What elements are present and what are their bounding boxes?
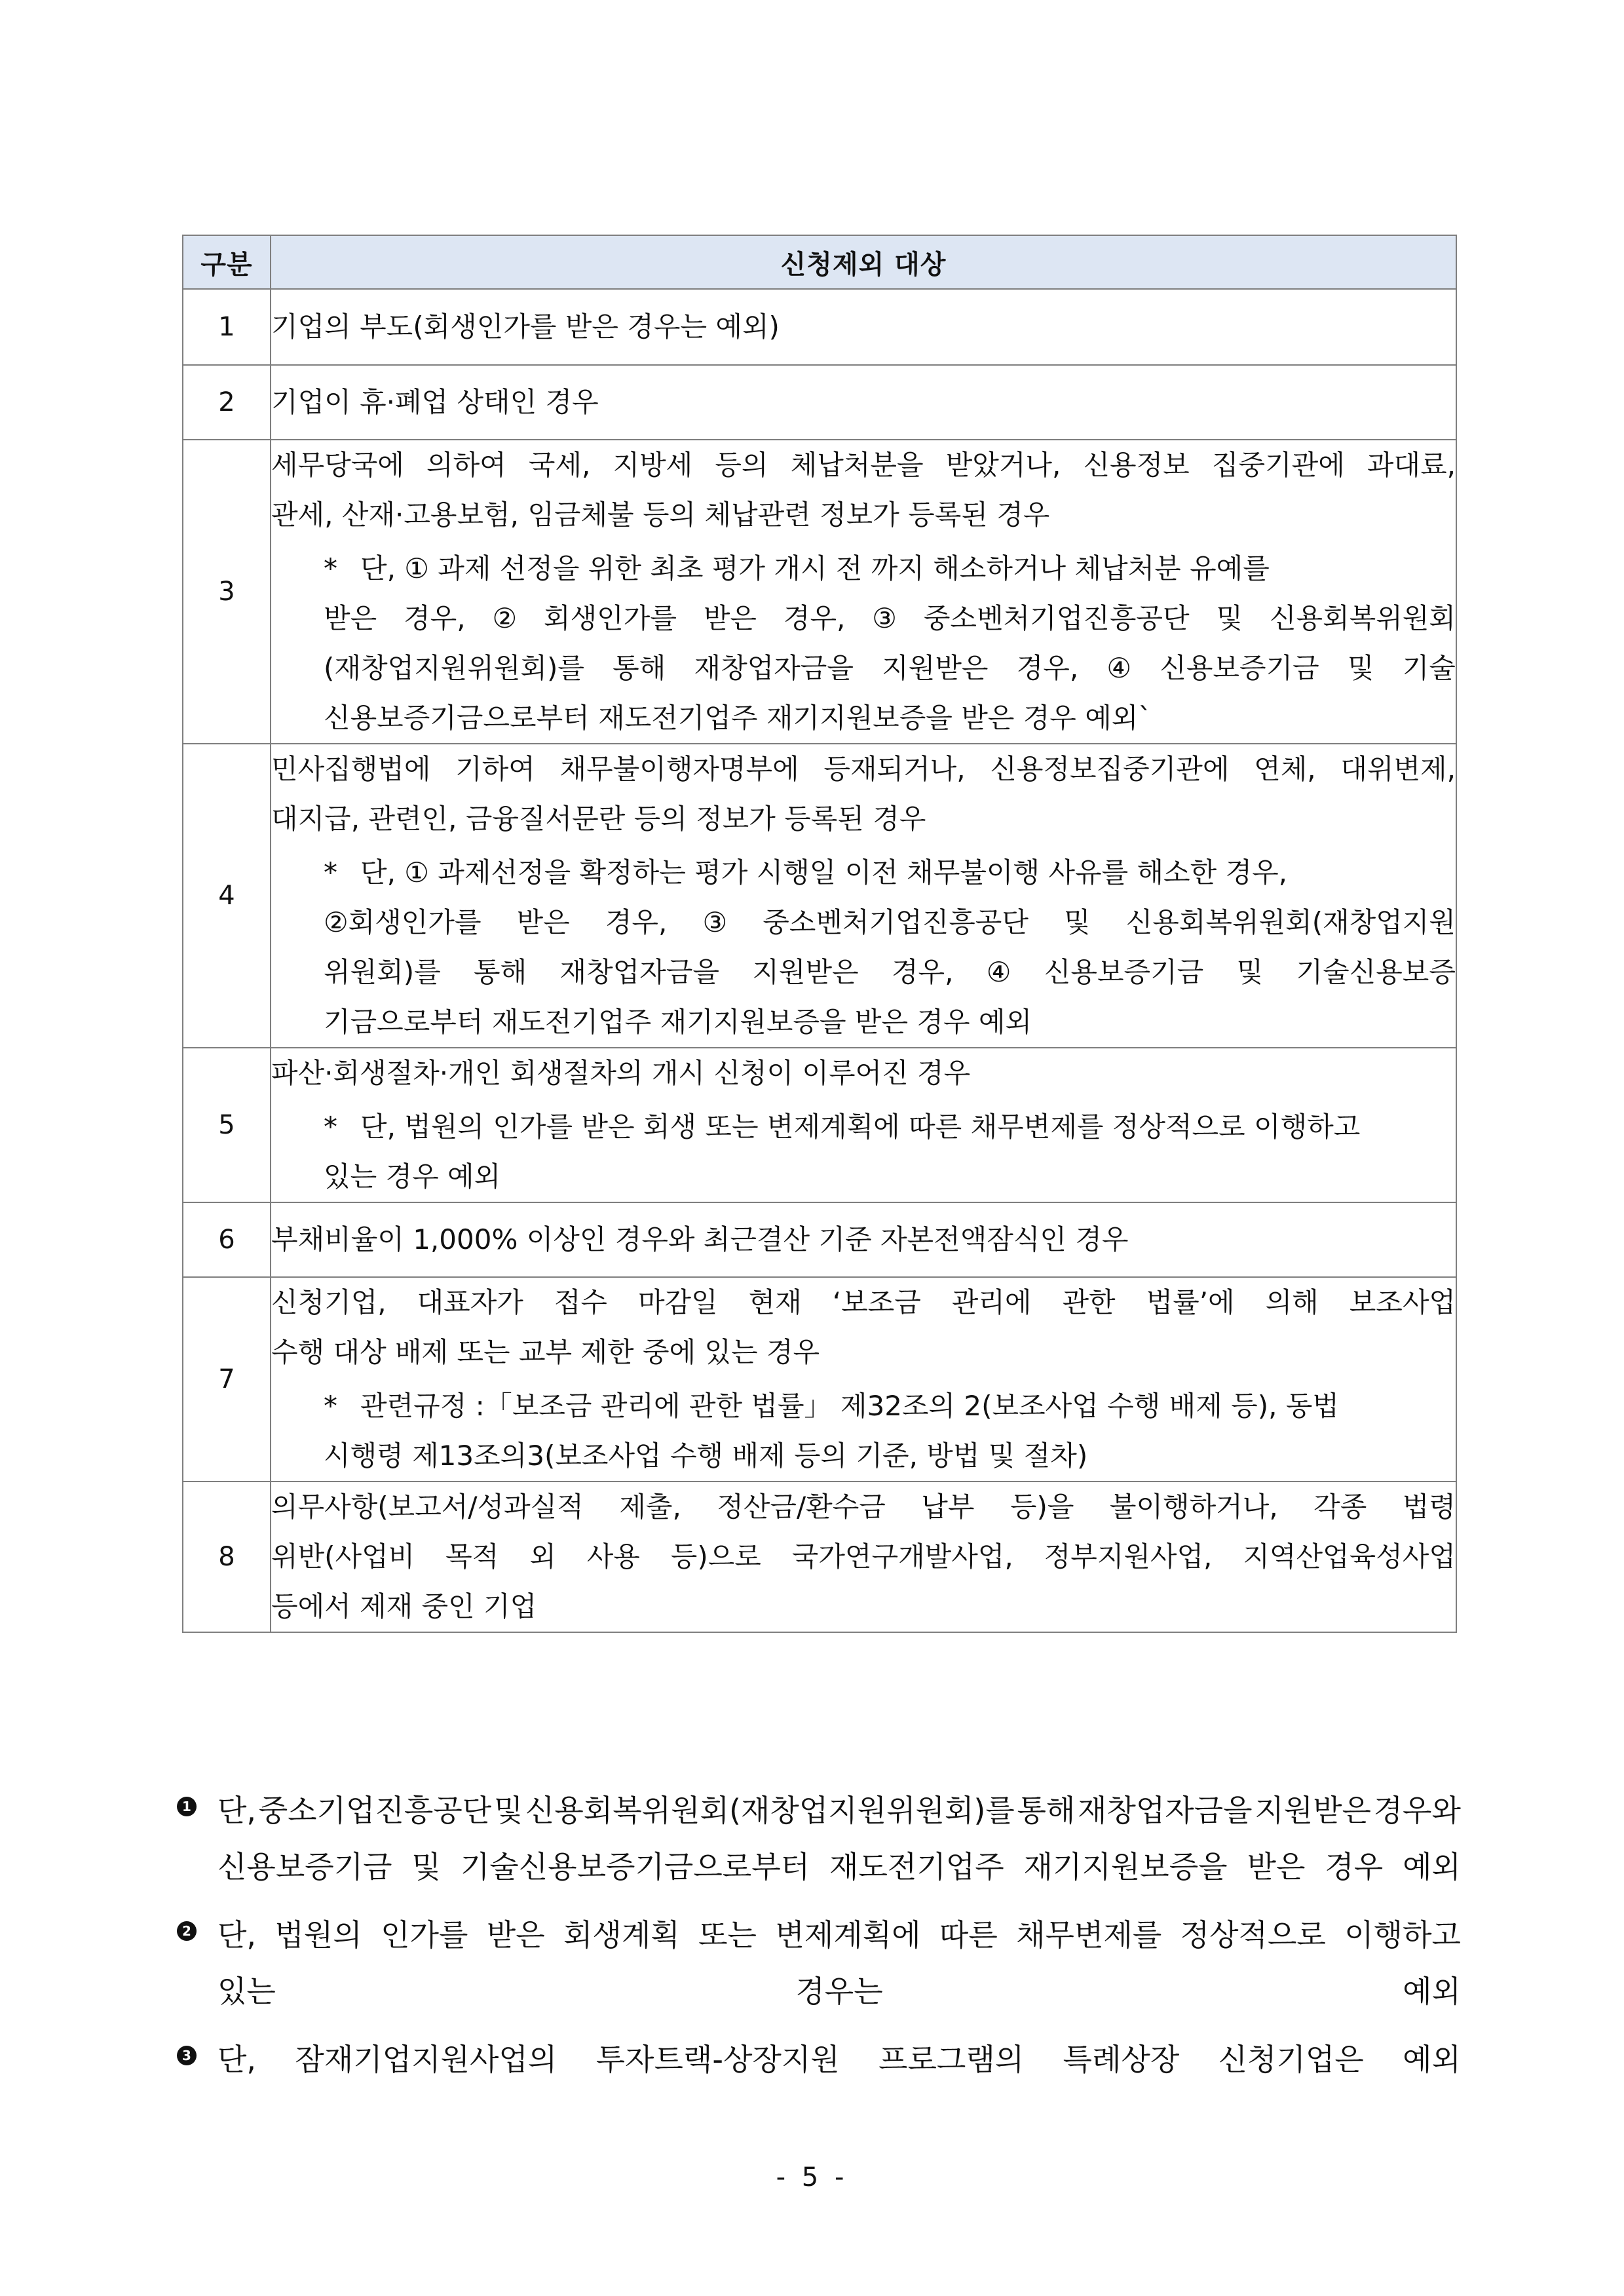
table-row — [183, 1048, 1456, 1202]
row-text: 부채비율이 1,000% 이상인 경우와 최근결산 기준 자본전액잠식인 경우 — [271, 1223, 1129, 1255]
row-note — [271, 1102, 1456, 1202]
row-text: 기업의 부도(회생인가를 받은 경우는 예외) — [271, 311, 780, 343]
table-header-row — [183, 235, 1456, 289]
row-content — [271, 440, 1456, 744]
note-text: 있는 경우 예외 — [324, 1160, 501, 1193]
note-asterisk: * — [324, 856, 337, 889]
footnote-item — [177, 2031, 1461, 2088]
row-number: 6 — [183, 1202, 271, 1277]
footnote-marker-icon: 2 — [177, 1921, 197, 1941]
row-text: 민사집행법에 기하여 채무불이행자명부에 등재되거나, 신용정보집중기관에 연체, 대위변제, — [271, 753, 1456, 785]
row-text: 파산·회생절차·개인 회생절차의 개시 신청이 이루어진 경우 — [271, 1057, 971, 1089]
row-content — [271, 365, 1456, 440]
table-row — [183, 744, 1456, 1048]
row-note — [271, 1381, 1456, 1481]
footnote-text: 단, 중소기업진흥공단 및 신용회복위원회(재창업지원위원회)를 통해 재창업자금을 지원받은 경우와 — [217, 1793, 1461, 1828]
row-text: 관세, 산재·고용보험, 임금체불 등의 체납관련 정보가 등록된 경우 — [271, 499, 1050, 531]
row-content — [271, 1048, 1456, 1202]
note-text: 위원회)를 통해 재창업자금을 지원받은 경우, ④ 신용보증기금 및 기술신용보증 — [324, 956, 1456, 988]
note-text: 단, 법원의 인가를 받은 회생 또는 변제계획에 따른 채무변제를 정상적으로 이행하고 — [360, 1111, 1361, 1143]
footnote-marker-icon: 1 — [177, 1797, 197, 1816]
note-text: 단, ① 과제 선정을 위한 최초 평가 개시 전 까지 해소하거나 체납처분 유예를 — [360, 552, 1270, 584]
header-exclusion-target: 신청제외 대상 — [271, 235, 1456, 289]
row-text: 기업이 휴·폐업 상태인 경우 — [271, 386, 599, 418]
row-text: 수행 대상 배제 또는 교부 제한 중에 있는 경우 — [271, 1336, 820, 1368]
row-content — [271, 289, 1456, 365]
footnote-text: 단, 법원의 인가를 받은 회생계획 또는 변제계획에 따른 채무변제를 정상적으로 이행하고 — [217, 1917, 1461, 1953]
note-asterisk: * — [324, 1390, 337, 1422]
table-row — [183, 1202, 1456, 1277]
row-content — [271, 744, 1456, 1048]
table-row — [183, 289, 1456, 365]
row-text: 세무당국에 의하여 국세, 지방세 등의 체납처분을 받았거나, 신용정보 집중기관에 과대료, — [271, 449, 1456, 481]
row-number: 1 — [183, 289, 271, 365]
footnote-text: 신용보증기금 및 기술신용보증기금으로부터 재도전기업주 재기지원보증을 받은 경우 예외 — [217, 1849, 1461, 1885]
row-text: 등에서 제재 중인 기업 — [271, 1590, 537, 1622]
row-number: 8 — [183, 1482, 271, 1632]
row-number: 2 — [183, 365, 271, 440]
row-text: 대지급, 관련인, 금융질서문란 등의 정보가 등록된 경우 — [271, 803, 926, 835]
footnote-text: 있는 경우는 예외 — [217, 1974, 1461, 2009]
table-row — [183, 440, 1456, 744]
note-asterisk: * — [324, 1111, 337, 1143]
footnote-item — [177, 1782, 1461, 1895]
footnote-marker-icon: 3 — [177, 2046, 197, 2065]
note-text: 신용보증기금으로부터 재도전기업주 재기지원보증을 받은 경우 예외` — [324, 702, 1152, 734]
row-text: 신청기업, 대표자가 접수 마감일 현재 ‘보조금 관리에 관한 법률’에 의해 보조사업 — [271, 1286, 1456, 1318]
header-category: 구분 — [183, 235, 271, 289]
footnote-item — [177, 1907, 1461, 2019]
row-text: 위반(사업비 목적 외 사용 등)으로 국가연구개발사업, 정부지원사업, 지역산업육성사업 — [271, 1540, 1456, 1573]
note-asterisk: * — [324, 552, 337, 584]
row-text: 의무사항(보고서/성과실적 제출, 정산금/환수금 납부 등)을 불이행하거나, 각종 법령 — [271, 1491, 1456, 1523]
exclusion-table — [182, 235, 1457, 1633]
footnotes — [177, 1782, 1461, 2088]
row-number: 3 — [183, 440, 271, 744]
table-row — [183, 365, 1456, 440]
note-text: (재창업지원위원회)를 통해 재창업자금을 지원받은 경우, ④ 신용보증기금 및 기술 — [324, 652, 1456, 684]
row-note — [271, 544, 1456, 743]
row-number: 4 — [183, 744, 271, 1048]
note-text: 단, ① 과제선정을 확정하는 평가 시행일 이전 채무불이행 사유를 해소한 경우, — [360, 856, 1288, 889]
row-number: 7 — [183, 1277, 271, 1482]
table-row — [183, 1482, 1456, 1632]
table-row — [183, 1277, 1456, 1482]
row-number: 5 — [183, 1048, 271, 1202]
row-content — [271, 1277, 1456, 1482]
note-text: 관련규정 :「보조금 관리에 관한 법률」 제32조의 2(보조사업 수행 배제 등), 동법 — [360, 1390, 1339, 1422]
row-content — [271, 1202, 1456, 1277]
note-text: 받은 경우, ② 회생인가를 받은 경우, ③ 중소벤처기업진흥공단 및 신용회복위원회 — [324, 602, 1456, 634]
row-note — [271, 848, 1456, 1047]
row-content — [271, 1482, 1456, 1632]
note-text: ②회생인가를 받은 경우, ③ 중소벤처기업진흥공단 및 신용회복위원회(재창업지원 — [324, 906, 1456, 938]
note-text: 시행령 제13조의3(보조사업 수행 배제 등의 기준, 방법 및 절차) — [324, 1440, 1088, 1472]
page-number: - 5 - — [776, 2162, 848, 2192]
footnote-text: 단, 잠재기업지원사업의 투자트랙-상장지원 프로그램의 특례상장 신청기업은 예외 — [217, 2042, 1461, 2077]
note-text: 기금으로부터 재도전기업주 재기지원보증을 받은 경우 예외 — [324, 1006, 1032, 1038]
